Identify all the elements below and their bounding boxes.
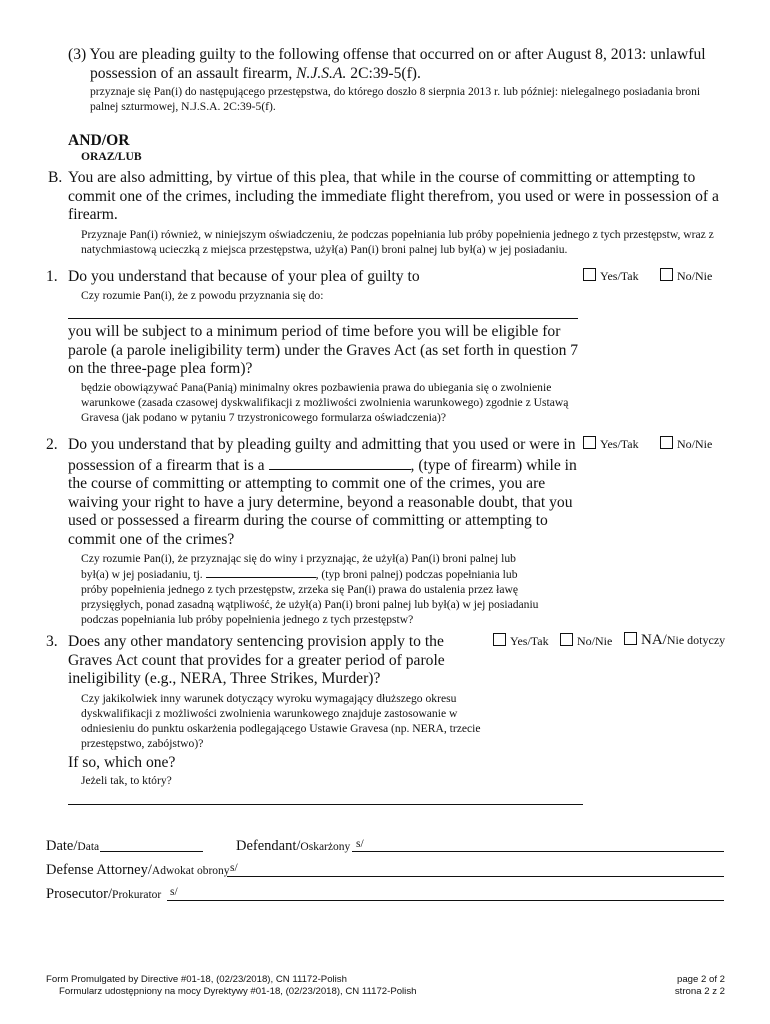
prosecutor-signature-line[interactable]	[167, 900, 724, 901]
q1-polish-b: będzie obowiązywać Pana(Panią) minimalny okres pozbawienia prawa do ubiegania się o zwolnienie warunkowe (zasada czasowej dyskwalifikacji z możliwości zwolnienia warunkowego) zgodnie z Ustawą Gravesa (jak podano w pytaniu 7 trzystronicowego formularza oświadczenia)?	[81, 380, 569, 424]
q1-english-a: Do you understand that because of your plea of guilty to	[68, 268, 420, 285]
q2-no-option[interactable]: No/Nie	[660, 436, 712, 451]
q3-yes-option[interactable]: Yes/Tak	[493, 633, 549, 648]
q2-firearm-type-blank[interactable]	[269, 455, 411, 470]
q2-number: 2.	[46, 436, 58, 453]
defendant-signature-line[interactable]	[352, 851, 724, 852]
q2-no-checkbox[interactable]	[660, 436, 673, 449]
q3-polish: Czy jakikolwiek inny warunek dotyczący wyroku wymagający dłuższego okresu dyskwalifikacji z możliwości zwolnienia warunkowego znajduje zastosowanie w odniesieniu do punktu oskarżenia podlegającego Ustawie Gravesa (np. NERA, trzecie przestępstwo, zabójstwo)?	[81, 691, 481, 750]
q3-which-one-blank[interactable]	[68, 804, 583, 805]
q1-offense-blank[interactable]	[68, 318, 578, 319]
section-3-english-line2: possession of an assault firearm, N.J.S.A. 2C:39-5(f).	[90, 64, 421, 82]
prosecutor-label: Prosecutor/Prokurator	[46, 886, 162, 902]
date-field[interactable]	[100, 851, 203, 852]
section-3-polish: przyznaje się Pan(i) do następującego przestępstwa, do którego doszło 8 sierpnia 2013 r. lub później: nielegalnego posiadania broni palnej szturmowej, N.J.S.A. 2C:39-5(f).	[90, 85, 701, 113]
q3-if-so-polish: Jeżeli tak, to który?	[81, 773, 172, 787]
section-b-english: You are also admitting, by virtue of this plea, that while in the course of committing or attempting to commit one of the crimes, including the immediate flight therefrom, you used or were in possession of a firearm.	[68, 169, 719, 223]
section-b	[68, 169, 728, 257]
footer-right	[675, 974, 725, 998]
q3-number: 3.	[46, 633, 58, 650]
q1-part-a	[68, 268, 588, 303]
section-3-english: (3) You are pleading guilty to the following offense that occurred on or after August 8, 2013: unlawful	[68, 46, 706, 63]
q1-no-option[interactable]: No/Nie	[660, 268, 712, 283]
q2-polish-line1: Czy rozumie Pan(i), że przyznając się do winy i przyznając, że użył(a) Pan(i) broni palnej lub	[81, 552, 516, 565]
prosecutor-signature[interactable]: s/	[170, 886, 178, 898]
defendant-label: Defendant/Oskarżony	[236, 838, 351, 854]
q2-polish-rest: próby popełnienia jednego z tych przestępstw, zrzeka się Pan(i) prawa do ustalenia przez ławę przysięgłych, ponad zasadną wątpliwość, że użył(a) Pan(i) broni palnej lub był(a) w jej posiadaniu podczas popełniania lub próby popełnienia jednego z tych przestępstw?	[81, 583, 539, 626]
q2-yes-option[interactable]: Yes/Tak	[583, 436, 639, 451]
footer-form-english: Form Promulgated by Directive #01-18, (02/23/2018), CN 11172-Polish	[46, 974, 347, 985]
q2-polish-line2: był(a) w jej posiadaniu, tj. , (typ broni palnej) podczas popełniania lub	[81, 568, 518, 581]
and-or-polish: ORAZ/LUB	[81, 150, 142, 163]
defense-attorney-label: Defense Attorney/Adwokat obrony	[46, 862, 230, 878]
date-label: Date/Data	[46, 838, 100, 854]
q1-no-checkbox[interactable]	[660, 268, 673, 281]
defense-attorney-signature[interactable]: s/	[230, 862, 238, 874]
section-b-letter: B.	[48, 169, 63, 186]
q2-english-line1: Do you understand that by pleading guilty and admitting that you used or were in	[68, 436, 576, 453]
q2-body	[68, 436, 578, 627]
page-number-polish: strona 2 z 2	[674, 986, 725, 997]
q1-part-b	[68, 323, 588, 425]
q1-yes-checkbox[interactable]	[583, 268, 596, 281]
q1-yes-option[interactable]: Yes/Tak	[583, 268, 639, 283]
q3-if-so-english: If so, which one?	[68, 754, 176, 771]
page-number-english: page 2 of 2	[676, 974, 725, 985]
q3-na-checkbox[interactable]	[624, 632, 637, 645]
q3-english: Does any other mandatory sentencing provision apply to the Graves Act count that provides for a greater period of parole ineligibility (e.g., NERA, Three Strikes, Murder)?	[68, 633, 445, 687]
and-or-heading	[68, 132, 142, 164]
q2-english-rest: the course of committing or attempting to commit one of the crimes, you are waiving your right to have a jury determine, beyond a reasonable doubt, that you used or possessed a firearm during the course of committing or attempting to commit one of the crimes?	[68, 475, 573, 548]
q3-yes-checkbox[interactable]	[493, 633, 506, 646]
q3-no-option[interactable]: No/Nie	[560, 633, 612, 648]
and-or-english: AND/OR	[68, 132, 130, 149]
q1-english-b: you will be subject to a minimum period of time before you will be eligible for parole (a parole ineligibility term) under the Graves Act (as set forth in question 7 on the three-page plea form)?	[68, 323, 579, 377]
q3-no-checkbox[interactable]	[560, 633, 573, 646]
section-3	[68, 46, 728, 114]
q3-if-so	[68, 754, 175, 788]
footer-form-polish: Formularz udostępniony na mocy Dyrektywy #01-18, (02/23/2018), CN 11172-Polish	[59, 986, 417, 997]
defense-attorney-signature-line[interactable]	[227, 876, 724, 877]
q1-polish-a: Czy rozumie Pan(i), że z powodu przyznania się do:	[81, 288, 324, 302]
q2-english-line2: possession of a firearm that is a , (type of firearm) while in	[68, 456, 577, 474]
q3-na-option[interactable]: NA/Nie dotyczy	[624, 632, 725, 647]
q2-firearm-type-blank-polish[interactable]	[206, 566, 316, 578]
defendant-signature[interactable]: s/	[356, 838, 364, 850]
section-b-polish: Przyznaje Pan(i) również, w niniejszym oświadczeniu, że podczas popełniania lub próby popełnienia jednego z tych przestępstw, wraz z natychmiastową ucieczką z miejsca przestępstwa, użył(a) Pan(i) broni palnej lub był(a) w jej posiadaniu.	[81, 227, 714, 256]
footer-left	[46, 974, 416, 998]
q3-body	[68, 633, 488, 751]
q1-number: 1.	[46, 268, 58, 285]
q2-yes-checkbox[interactable]	[583, 436, 596, 449]
